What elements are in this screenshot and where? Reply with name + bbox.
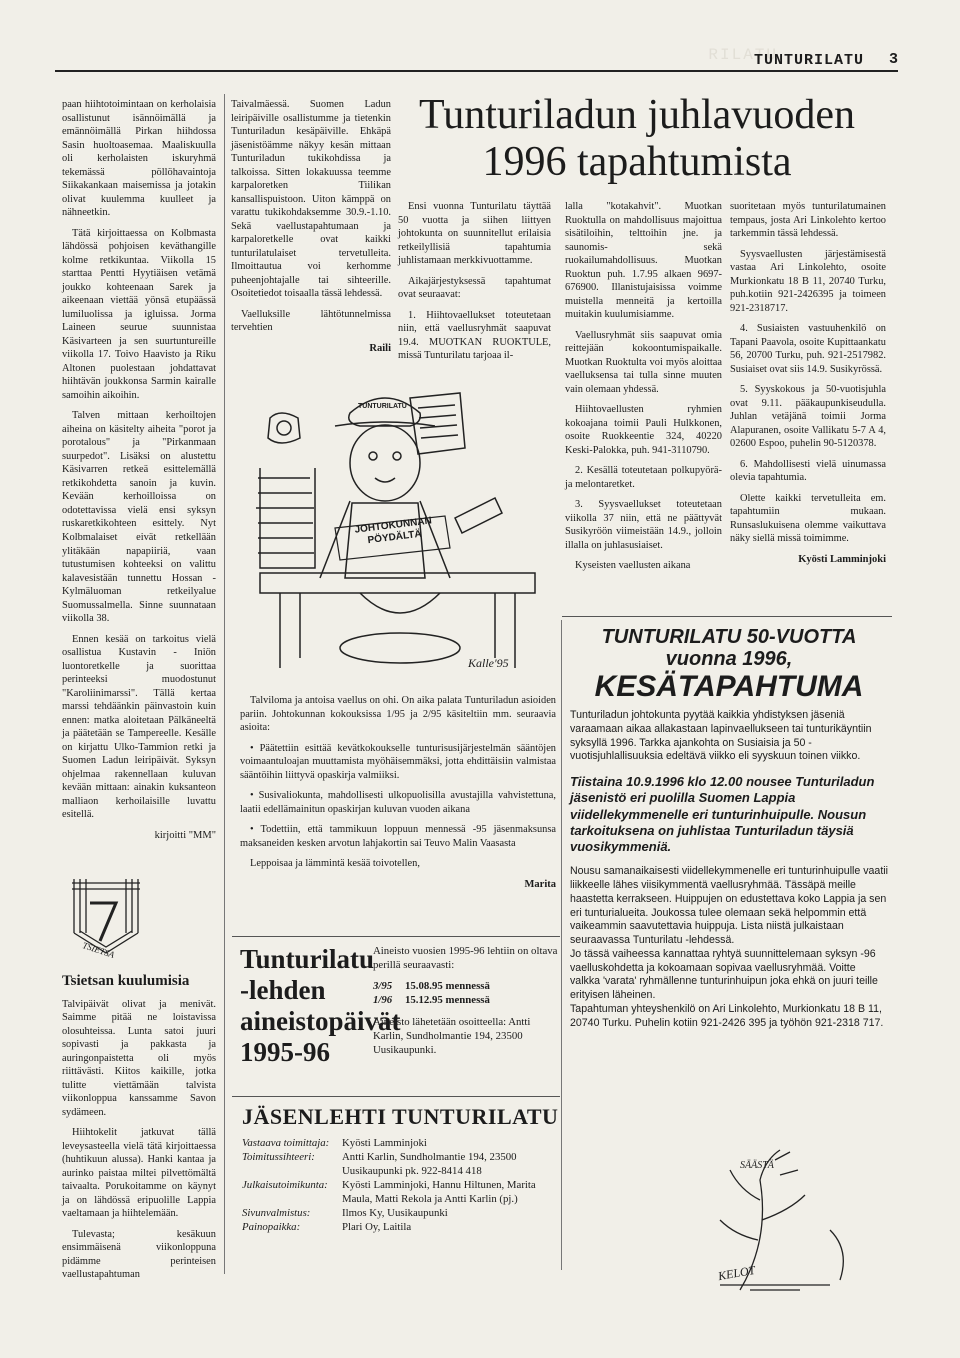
article-paragraph: 5. Syyskokous ja 50-vuotisjuhla ovat 9.11. pääkaupunkiseudulla. Juhlan vetäjänä toimii Jorma Alapuranen, osoite Vallikatu 5-7 A 4, 02600 Espoo, puhelin 90-5120378. <box>730 384 886 450</box>
article-paragraph: 6. Mahdollisesti vielä uinumassa olevia tapahtumia. <box>730 458 886 484</box>
tsietsa-article <box>62 972 216 1281</box>
header-faint-letters: RILATU <box>708 46 778 64</box>
article-paragraph: Leppoisaa ja lämmintä kesää toivotellen, <box>250 858 420 870</box>
masthead-row: Sivunvalmistus: Ilmos Ky, Uusikaupunki <box>242 1207 448 1220</box>
article-paragraph: Olette kaikki tervetulleita em. tapahtumiin mukaan. Runsaslukuisena olemme vaikuttava näky siellä missä toimimme. <box>730 492 886 545</box>
juhla-col-3 <box>730 200 886 610</box>
logo-text: TSIETSA <box>81 940 116 960</box>
article-paragraph: Talven mittaan kerhoiltojen aiheina on käsitelty aiheita "porot ja porotalous" ja "Pirkanmaan suurpedot". Lisäksi on alustettu Käsivarren retkeä esittelemällä retkikohdetta sanoin ja kuvin. Kevään kerhoilloissa on odotettavissa vielä ensi syksyn ruskaretkikohteen esittely. Nyt Kolbmalaiset eivät retkellään ylitäkään napapiiriä, vaan tutustumisen kohteeksi on valittu kalavesistään tunnettu Hossan - Kylmäluoman retkeilyalue Suomussalmella. Sinne suunnataan viikolla 38. <box>62 410 216 625</box>
juhla-col-1 <box>398 200 551 370</box>
column-divider <box>561 620 562 1270</box>
sketch-signature-left: SÄÄSTÄ <box>740 1160 774 1171</box>
aeinfo-send-to: Aineisto lähetetään osoitteella: Antti Karlin, Sundholmantie 194, 23500 Uusikaupunki. <box>373 1016 531 1057</box>
masthead-title: JÄSENLEHTI TUNTURILATU <box>242 1104 559 1129</box>
issue-number: 1/96 <box>373 994 393 1007</box>
article-paragraph: Talviloma ja antoisa vaellus on ohi. On aika palata Tunturiladun asioiden pariin. Johtokunnan kokouksissa 1/95 ja 2/95 käsiteltiin mm. seuraavia asioita: <box>240 695 556 734</box>
article-paragraph: Aikajärjestyksessä tapahtumat ovat seuraavat: <box>398 275 551 301</box>
juhla-col-2 <box>565 200 722 610</box>
article-paragraph: Kyseisten vaellusten aikana <box>575 560 691 572</box>
kesatapahtuma-ad <box>570 626 888 1031</box>
ad-line3: KESÄTAPAHTUMA <box>594 670 864 703</box>
issue-deadline: 15.12.95 mennessä <box>405 994 490 1007</box>
masthead-row: Toimitussihteeri: Antti Karlin, Sundholmantie 194, 23500 Uusikaupunki pk. 922-8414 418 <box>242 1151 517 1178</box>
sketch-signature-right: KELOT <box>716 1262 757 1284</box>
page-number: 3 <box>888 51 898 68</box>
article-paragraph: Ennen kesää on tarkoitus vielä osallistua Kustavin - Iniön luontoretkelle ja suorittaa perinteeksi muodostunut "Karoliinimarssi". Tällä kertaa marssi tehdäänkin päinvastoin kuin ennen: matka aloitetaan Pälkäneeltä ja päätetään se Tampereelle. Kesälle on kirjattu Ulko-Tammion retki ja Suomen Ladun leiripäivät. Syksyn ohjelmaa rakennellaan kuluvan kevään mittaan: ainakin kuksanteon malliaon kerhoilaisille luvattu esitellä. <box>62 633 216 821</box>
ad-intro: Tunturiladun johtokunta pyytää kaikkia yhdistyksen jäseniä varaamaan aikaa allakastaan lapinvaellukseen tai tunturikäyntiin syksyllä 1996. Tarkka ajankohta on Susiaisia ja 50 -vuotisjuhlallisuuksia edeltävä viikko eli syyskuun toinen viikko. <box>570 709 872 763</box>
middle-article <box>231 98 391 370</box>
ad-divider <box>562 616 892 617</box>
article-paragraph: Vaellusryhmät siis saapuvat omia reittejään kokoontumispaikalle. Muotkan Ruoktulta voi myös aloittaa vaelluksensa tai tulla sinne muuten vain olemaan yhdessä. <box>565 329 722 395</box>
ad-line2: vuonna 1996, <box>665 648 793 670</box>
article-paragraph: Talvipäivät olivat ja menivät. Saimme pitää ne loistavissa olosuhteissa. Lunta satoi juuri sopivasti ja pakkasta ja auringonpaistetta oli myös riittävästi. Kiitos kaikille, jotka tulitte viettämään talvista viikonloppua kanssamme Savon sydämeen. <box>62 998 216 1118</box>
article-paragraph: 2. Kesällä toteutetaan polkupyörä- ja melontaretket. <box>565 465 722 490</box>
aeinfo-dates <box>373 979 559 1007</box>
juhla-title-line1: Tunturiladun juhlavuoden <box>419 92 855 138</box>
tsietsa-heading: Tsietsan kuulumisia <box>62 973 190 989</box>
tree-sketch <box>680 1140 880 1300</box>
article-signature: Marita <box>524 878 556 890</box>
aeinfo-title-line3: aineistopäivät <box>240 1006 401 1037</box>
cartoon-hat-text: TUNTURILATU <box>358 403 407 410</box>
section-divider <box>232 936 560 937</box>
section-divider <box>232 1096 560 1097</box>
article-paragraph: paan hiihtotoimintaan on kerholaisia osallistunut isännöimällä ja emännöimällä Pirkan hiihdossa Sasin huoltoasemaa. Maaliskuulla oli kerholaisten iskuryhmä tekemässä pöllöhavaintoja Siikakankaan maisemissa ja jotakin olivat kuulemma kuulleet ja nähneetkin. <box>62 99 216 219</box>
tsietsa-logo <box>66 875 146 965</box>
masthead-row: Vastaava toimittaja: Kyösti Lamminjoki <box>242 1137 427 1149</box>
article-paragraph: 1. Hiihtovaellukset toteutetaan niin, että vaellusryhmät saapuvat 19.4. MUOTKAN RUOKTULE, missä Tunturilatu tarjoaa il- <box>398 309 551 362</box>
cartoon-signature: Kalle'95 <box>468 656 509 670</box>
board-cartoon <box>240 378 555 686</box>
article-paragraph: Tulevasta; kesäkuun ensimmäisenä viikonloppuna pidämme perinteisen vaellustapahtuman <box>62 1228 216 1281</box>
board-article <box>240 694 556 930</box>
page-header <box>55 46 898 72</box>
article-paragraph: lalla "kotakahvit". Muotkan Ruoktulla on mahdollisuus majoittua sisätiloihin, telttoihin jne. ja saunomis- sekä ruokailumahdollisuus. Muotkan Ruoktun puh. 1.7.95 alkaen 9697-676900. Illanistujaisissa voimme muistella menneitä ja kertoilla muitakin kuulumisiamme. <box>565 201 722 321</box>
issue-number: 3/95 <box>373 980 393 993</box>
article-paragraph: Hiihtovaellusten ryhmien kokoajana toimii Pauli Hulkkonen, osoite Ruokkeentie 324, 40220 Keski-Palokka, puh. 941-3110790. <box>565 404 722 456</box>
aeinfo-details <box>373 944 559 1074</box>
article-paragraph: • Todettiin, että tammikuun loppuun mennessä -95 jäsenmaksunsa maksaneiden kesken arvotun lahjakortin sai Teuvo Malin Vaasasta <box>240 824 556 849</box>
article-signature: Raili <box>369 342 391 354</box>
article-paragraph: • Päätettiin esittää kevätkokoukselle tunturisusijärjestelmän sääntöjen voimaantuloajan muuttamista myöhäisemmäksi, jotta ehdittäisiin valmistaa sääntöihin liittyvä opaskirja valmiiksi. <box>240 742 556 781</box>
aeinfo-intro: Aineisto vuosien 1995-96 lehtiin on oltava perillä seuraavasti: <box>373 945 558 972</box>
issue-deadline: 15.08.95 mennessä <box>405 980 490 993</box>
article-paragraph: Taivalmäessä. Suomen Ladun leiripäiville osallistumme ja tietenkin Tunturiladun kesäpäiville. Ehkäpä jäsenistöämme näkyy kesän mittaan Tunturiladun tukikohdissa ja talkoissa. Sitten lokakuussa teemme karpaloretken Tiilikan kansallispuistoon. Uiton kämppä on varattu tukikohdaksemme 30.9.-1.10. Sekä vaellustapahtumaan ja karpaloretkelle ovat kaikki tunturilatulaiset tervetulleita. Ilmoittautua voi kerhomme puheenjohtajalle tai sihteerille. Osoitetiedot toisaalla tässä lehdessä. <box>231 99 391 300</box>
juhla-title <box>392 92 882 186</box>
aeinfo-title-line2: -lehden <box>240 975 326 1006</box>
left-article <box>62 98 216 858</box>
ad-paragraph: Nousu samanaikaisesti viidellekymmenelle eri tunturinhuipulle vaatii liikkeelle lähes viisikymmentä vaellusryhmää. Tässäpä meille haastetta kerrakseen. Huippujen on edustettava koko Lappia ja sen eri tunturialueita. Joukossa tulee olemaan sekä helpommin että vaikeammin saavutettavia huippuja. Lista niistä julkaistaan seuraavassa Tunturilatu -lehdessä. <box>570 865 888 947</box>
aeinfo-title-line1: Tunturilatu <box>240 944 375 974</box>
article-signature: kirjoitti "MM" <box>154 829 216 841</box>
ad-announcement: Tiistaina 10.9.1996 klo 12.00 nousee Tunturiladun jäsenistö eri puolilla Suomen Lappia viidellekymmenelle eri tunturinhuipulle. Nousun tarkoituksena on juhlistaa Tunturiladun täysiä vuosikymmeniä. <box>570 774 875 855</box>
publication-name: TUNTURILATU <box>753 52 864 69</box>
ad-line1: TUNTURILATU 50-VUOTTA <box>601 626 857 648</box>
ad-paragraph: Jo tässä vaiheessa kannattaa ryhtyä suunnittelemaan syksyn -96 vaelluskohdetta ja kokoamaan sopivaa vaellusryhmää. Voitte valkka 'varata' ryhmällenne tunturinhuipun joka ehkä on juuri teille erityisen läheinen. <box>570 947 878 1002</box>
ad-contact: Tapahtuman yhteyshenkilö on Ari Linkolehto, Murkionkatu 18 B 11, 20740 Turku. Puhelin kotiin 921-2426 395 ja työhön 921-2318 717. <box>570 1002 884 1029</box>
article-paragraph: Syysvaellusten järjestämisestä vastaa Ari Linkolehto, osoite Murkionkatu 18 B 11, 20740 Turku, puh.kotiin 921-2426395 ja toimeen 921-2318717. <box>730 248 886 314</box>
aeinfo-title-line4: 1995-96 <box>240 1037 330 1068</box>
column-divider <box>224 94 225 1274</box>
article-paragraph: Tätä kirjoittaessa on Kolbmasta lähdössä pohjoisen keväthangille kolme retkikuntaa. Viikolla 15 starttaa Pentti Hyytiäisen vetämä joukko kohteenaan Sarek ja aikeenaan viettää yönsä etupäässä lumiluolissa ja igluissa. Jorma Laineen seurue suunnistaa Käsivarteen ja sen suurtuntureille viikolla 17. Toivo Haavisto ja Riku Altonen puolestaan johdattavat hiihtävän joukkonsa Sarmin kairalle samoihin aikoihin. <box>62 227 216 401</box>
masthead-row: Painopaikka: Plari Oy, Laitila <box>242 1221 412 1234</box>
article-paragraph: 4. Susiaisten vastuuhenkilö on Tapani Paavola, osoite Kupittaankatu 56, 20700 Turku, puh. 921-2517982. Susiaiset ovat siis 14.9. Susikyrössä. <box>730 323 886 375</box>
article-paragraph: suoritetaan myös tunturilatumainen tempaus, josta Ari Linkolehto kertoo tarkemmin tässä lehdessä. <box>730 201 886 240</box>
article-paragraph: 3. Syysvaellukset toteutetaan viikolla 37 niin, että ne päättyvät Susikyröön viimeistään 14.9., jolloin illalla on juhlasusiaiset. <box>565 499 722 551</box>
article-paragraph: • Susivaliokunta, mahdollisesti ulkopuolisilla avustajilla vahvistettuna, laatii edellämainitun opaskirjan kuluvan vuoden aikana <box>240 790 556 815</box>
article-paragraph: Ensi vuonna Tunturilatu täyttää 50 vuotta ja siihen liittyen johtokunta on suunnitellut erilaisia retkeilyllisiä tapahtumia juhlistamaan merkkivuottamme. <box>398 201 551 267</box>
cartoon-banner: JOHTOKUNNAN PÖYDÄLTÄ <box>354 515 433 547</box>
article-paragraph: Hiihtokelit jatkuvat tällä leveysasteella vielä tätä kirjoittaessa (huhtikuun alussa). Hanki kantaa ja aurinko paistaa miltei pilvettömältä taivaalta. Porukoitamme on käynyt ja on lähdössä eripuolille Lappia vaeltamaan ja hiihtelemään. <box>62 1127 216 1220</box>
article-paragraph: Vaelluksille lähtötunnelmissa tervehtien <box>231 308 391 334</box>
masthead-row: Julkaisutoimikunta: Kyösti Lamminjoki, Hannu Hiltunen, Marita Maula, Matti Rekola ja Antti Karlin (pj.) <box>242 1179 536 1206</box>
juhla-title-line2: 1996 tapahtumista <box>482 139 792 186</box>
masthead <box>242 1104 560 1234</box>
article-signature: Kyösti Lamminjoki <box>798 553 886 565</box>
